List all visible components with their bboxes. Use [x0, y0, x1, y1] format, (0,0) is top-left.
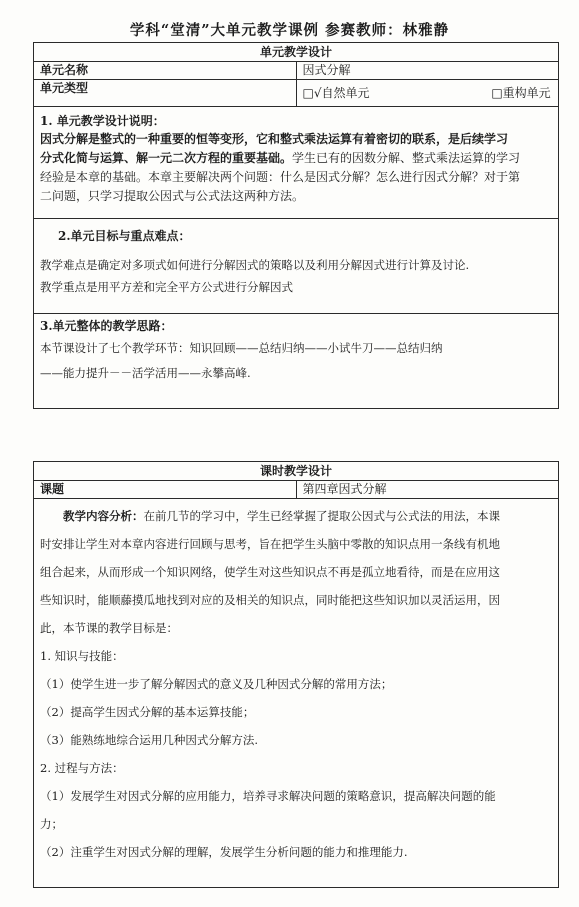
section-3-title: 3.单元整体的教学思路： — [40, 319, 173, 333]
unit-name-label: 单元名称 — [34, 62, 297, 80]
analysis-line-3: 组合起来，从而形成一个知识网络，使学生对这些知识点不再是孤立地看待，而是在应用这 — [40, 565, 500, 579]
goal-1-item-2: （2）提高学生因式分解的基本运算技能； — [40, 705, 255, 719]
goal-1-item-1: （1）使学生进一步了解分解因式的意义及几种因式分解的常用方法； — [40, 677, 393, 691]
section-2-title: 2.单元目标与重点难点： — [58, 229, 191, 243]
unit-type-cell — [296, 80, 559, 107]
goal-1-item-3: （3）能熟练地综合运用几种因式分解方法. — [40, 733, 258, 747]
document-title: 学科“堂清”大单元教学课例 参赛教师：林雅静 — [129, 22, 450, 39]
section-3-cell — [34, 314, 559, 409]
section-1-title: 1. 单元教学设计说明： — [40, 114, 165, 128]
section-2-text: 教学难点是确定对多项式如何进行分解因式的策略以及利用分解因式进行计算及讨论. 教学重点是用平方差和完全平方公式进行分解因式 — [40, 258, 470, 294]
natural-unit-checkbox: □√自然单元 — [302, 86, 370, 100]
unit-design-table — [33, 42, 559, 409]
goal-2-item-2: （2）注重学生对因式分解的理解，发展学生分析问题的能力和推理能力. — [40, 845, 408, 859]
section-2-cell — [34, 219, 559, 314]
analysis-line-5: 此，本节课的教学目标是： — [40, 621, 178, 635]
unit-name-value: 因式分解 — [296, 62, 559, 80]
lesson-content-cell — [34, 499, 559, 888]
analysis-line-2: 时安排让学生对本章内容进行回顾与思考，旨在把学生头脑中零散的知识点用一条线有机地 — [40, 537, 500, 551]
section-1-cell — [34, 107, 559, 219]
goal-2-item-1-cont: 力； — [40, 817, 63, 831]
lesson-design-table — [33, 461, 559, 888]
goal-1-title: 1. 知识与技能： — [40, 649, 124, 663]
section-3-text: 本节课设计了七个教学环节：知识回顾——总结归纳——小试牛刀——总结归纳 ——能力提升－－活学活用——永攀高峰. — [40, 341, 443, 380]
unit-type-label: 单元类型 — [34, 80, 297, 107]
topic-label: 课题 — [34, 481, 297, 499]
section-1-text: 因式分解是整式的一种重要的恒等变形，它和整式乘法运算有着密切的联系，是后续学习 分式化简与运算、解一元二次方程的重要基础。学生已有的因数分解、整式乘法运算的学习 经验是本章的基础。本章主要解决两个问题：什么是因式分解？怎么进行因式分解？对于第 二问题，只学习提取公因式与公式法这两种方法。 — [40, 132, 521, 203]
restructured-unit-checkbox: □重构单元 — [491, 86, 551, 100]
lesson-design-header: 课时教学设计 — [34, 462, 559, 481]
goal-2-title: 2. 过程与方法： — [40, 761, 124, 775]
analysis-paragraph: 教学内容分析：在前几节的学习中，学生已经掌握了提取公因式与公式法的用法，本课 — [63, 509, 500, 523]
goal-2-item-1: （1）发展学生对因式分解的应用能力，培养寻求解决问题的策略意识，提高解决问题的能 — [40, 789, 496, 803]
unit-design-header: 单元教学设计 — [34, 43, 559, 62]
topic-value: 第四章因式分解 — [296, 481, 559, 499]
analysis-line-4: 些知识时，能顺藤摸瓜地找到对应的及相关的知识点，同时能把这些知识加以灵活运用，因 — [40, 593, 500, 607]
